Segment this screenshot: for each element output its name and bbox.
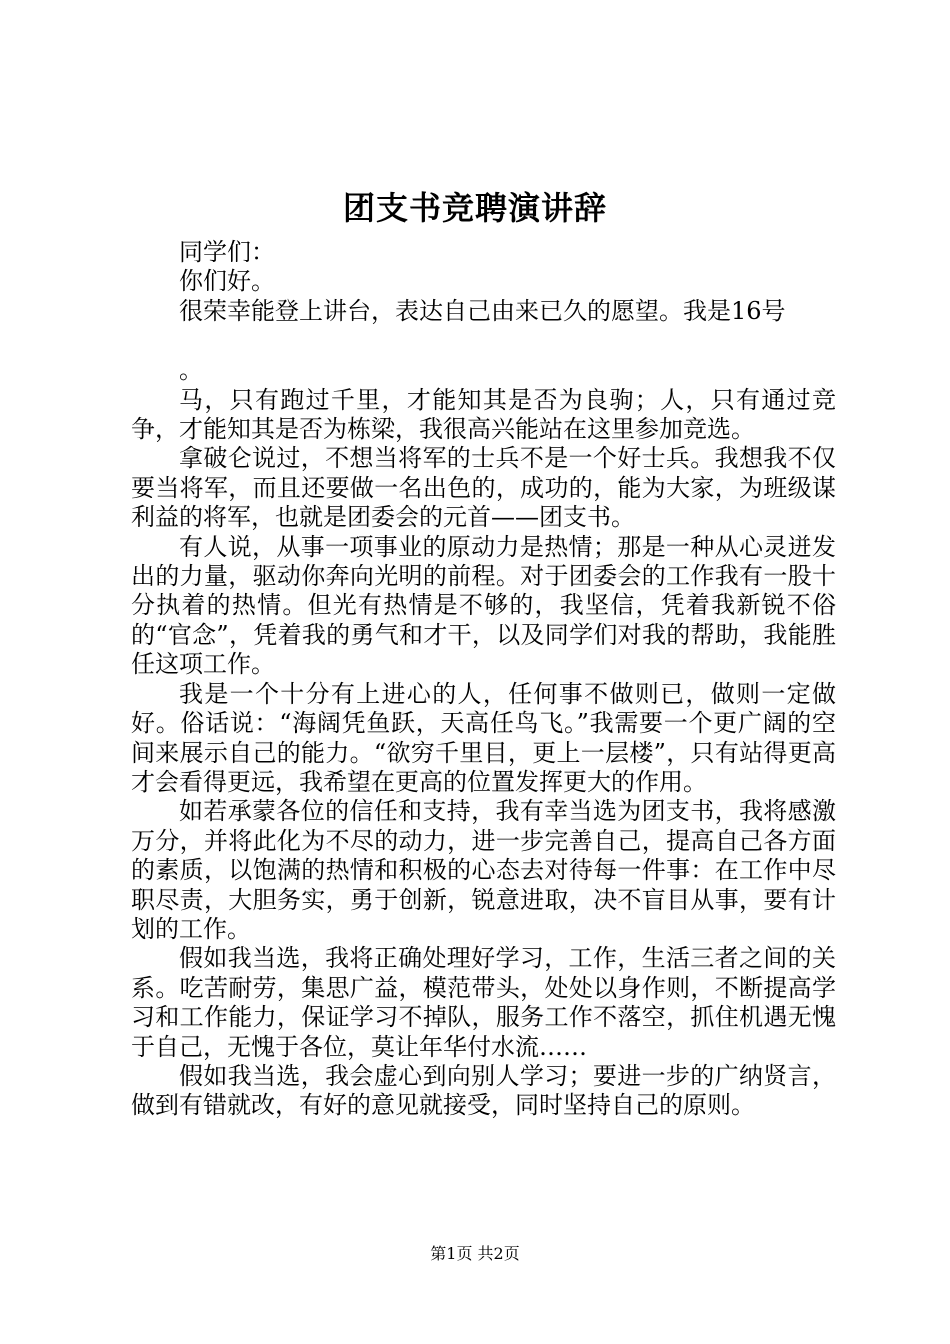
paragraph-horse: 马，只有跑过千里，才能知其是否为良驹；人，只有通过竞争，才能知其是否为栋梁，我很高兴能站在这里参加竞选。 bbox=[131, 385, 836, 444]
paragraph-passion: 有人说，从事一项事业的原动力是热情；那是一种从心灵迸发出的力量，驱动你奔向光明的前程。对于团委会的工作我有一股十分执着的热情。但光有热情是不够的，我坚信，凭着我新锐不俗的“官念”，凭着我的勇气和才干，以及同学们对我的帮助，我能胜任这项工作。 bbox=[131, 532, 836, 679]
page-title: 团支书竞聘演讲辞 bbox=[342, 189, 607, 227]
paragraph-greeting: 同学们： bbox=[179, 238, 275, 266]
page-footer: 第1页 共2页 bbox=[430, 1244, 520, 1263]
paragraph-hello: 你们好。 bbox=[179, 267, 275, 296]
paragraph-trust: 如若承蒙各位的信任和支持，我有幸当选为团支书，我将感激万分，并将此化为不尽的动力，进一步完善自己，提高自己各方面的素质，以饱满的热情和积极的心态去对待每一件事：在工作中尽职尽责，大胆务实，勇于创新，锐意进取，决不盲目从事，要有计划的工作。 bbox=[131, 797, 836, 943]
paragraph-humility: 假如我当选，我会虚心到向别人学习；要进一步的广纳贤言，做到有错就改，有好的意见就接受，同时坚持自己的原则。 bbox=[131, 1061, 836, 1120]
paragraph-balance: 假如我当选，我将正确处理好学习，工作，生活三者之间的关系。吃苦耐劳，集思广益，模范带头，处处以身作则，不断提高学习和工作能力，保证学习不掉队，服务工作不落空，抓住机遇无愧于自己，无愧于各位，莫让年华付水流…… bbox=[131, 944, 836, 1061]
paragraph-napoleon: 拿破仑说过，不想当将军的士兵不是一个好士兵。我想我不仅要当将军，而且还要做一名出色的，成功的，能为大家，为班级谋利益的将军，也就是团委会的元首——团支书。 bbox=[131, 444, 836, 532]
paragraph-ambition: 我是一个十分有上进心的人，任何事不做则已，做则一定做好。俗话说：“海阔凭鱼跃，天高任鸟飞。”我需要一个更广阔的空间来展示自己的能力。“欲穷千里目，更上一层楼”，只有站得更高才会看得更远，我希望在更高的位置发挥更大的作用。 bbox=[131, 679, 836, 796]
paragraph-period: 。 bbox=[179, 356, 203, 385]
document-body bbox=[131, 238, 836, 1121]
paragraph-intro: 很荣幸能登上讲台，表达自己由来已久的愿望。我是16号 bbox=[179, 296, 786, 325]
